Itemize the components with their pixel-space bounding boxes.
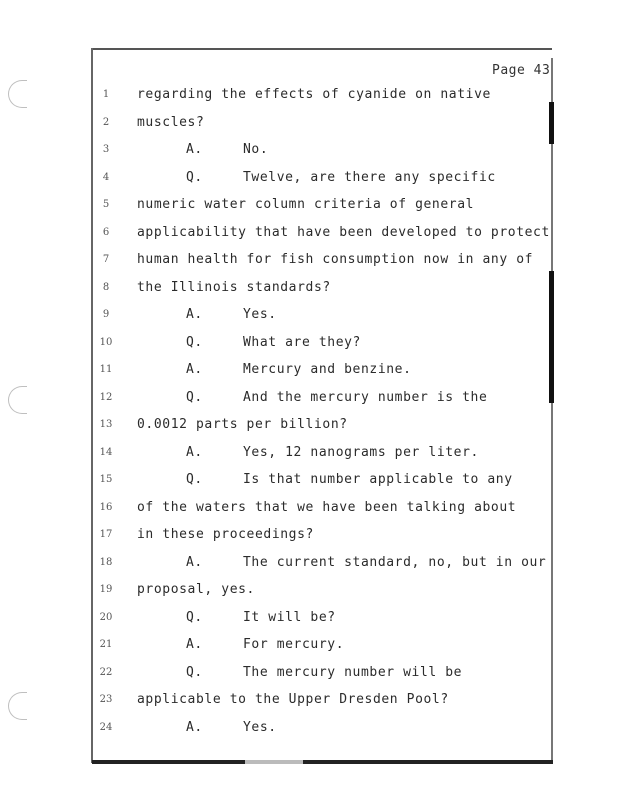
transcript-line-text: Mercury and benzine. bbox=[243, 362, 412, 377]
frame-left-border bbox=[91, 48, 93, 763]
transcript-line-text: of the waters that we have been talking about bbox=[137, 499, 517, 515]
frame-top-border bbox=[92, 48, 552, 50]
transcript-line-text: For mercury. bbox=[243, 637, 345, 652]
line-number: 8 bbox=[102, 281, 110, 293]
transcript-line-text: numeric water column criteria of general bbox=[137, 197, 475, 212]
punch-hole-bottom bbox=[8, 692, 27, 720]
speaker-label: A. bbox=[186, 307, 203, 322]
line-number: 5 bbox=[102, 199, 110, 210]
line-number: 9 bbox=[102, 309, 110, 320]
transcript-line-text: Is that number applicable to any bbox=[243, 472, 513, 487]
transcript-line-text: Yes. bbox=[243, 307, 277, 322]
speaker-label: A. bbox=[186, 362, 203, 377]
line-number: 19 bbox=[99, 584, 113, 595]
line-number: 3 bbox=[102, 144, 110, 155]
transcript-line-text: Yes, 12 nanograms per liter. bbox=[243, 444, 479, 460]
speaker-label: A. bbox=[186, 444, 203, 460]
line-number: 24 bbox=[99, 721, 113, 733]
transcript-line-text: regarding the effects of cyanide on native bbox=[137, 87, 491, 102]
transcript-line-text: Yes. bbox=[243, 719, 277, 735]
line-number: 7 bbox=[102, 254, 110, 265]
margin-bar-lower bbox=[549, 271, 554, 403]
line-number: 20 bbox=[99, 611, 113, 623]
speaker-label: Q. bbox=[186, 664, 203, 680]
speaker-label: Q. bbox=[186, 169, 203, 185]
speaker-label: Q. bbox=[186, 389, 203, 405]
transcript-line-text: Twelve, are there any specific bbox=[243, 169, 496, 185]
line-number: 16 bbox=[99, 501, 113, 513]
line-number: 12 bbox=[99, 391, 113, 403]
line-number: 11 bbox=[99, 364, 113, 375]
transcript-line-text: the Illinois standards? bbox=[137, 279, 331, 295]
transcript-line-text: in these proceedings? bbox=[137, 527, 314, 542]
line-number: 15 bbox=[99, 474, 113, 485]
transcript-line-text: human health for fish consumption now in any of bbox=[137, 252, 534, 267]
transcript-line-text: It will be? bbox=[243, 609, 336, 625]
speaker-label: A. bbox=[186, 142, 203, 157]
line-number: 4 bbox=[102, 171, 110, 183]
line-number: 17 bbox=[99, 529, 113, 540]
page-frame bbox=[92, 49, 550, 761]
transcript-line-text: No. bbox=[243, 142, 269, 157]
line-number: 2 bbox=[102, 116, 110, 128]
speaker-label: Q. bbox=[186, 334, 203, 350]
speaker-label: A. bbox=[186, 554, 203, 570]
speaker-label: Q. bbox=[186, 472, 203, 487]
transcript-line-text: proposal, yes. bbox=[137, 582, 255, 597]
transcript-line-text: applicability that have been developed to protect bbox=[137, 224, 550, 240]
margin-bar-upper bbox=[549, 102, 554, 144]
line-number: 21 bbox=[99, 639, 113, 650]
transcript-line-text: 0.0012 parts per billion? bbox=[137, 417, 348, 432]
line-number: 18 bbox=[99, 556, 113, 568]
line-number: 10 bbox=[99, 336, 113, 348]
page-number: Page 43 bbox=[492, 63, 551, 78]
frame-bottom-gap bbox=[245, 760, 303, 764]
transcript-line-text: The mercury number will be bbox=[243, 664, 463, 680]
transcript-line-text: muscles? bbox=[137, 114, 205, 130]
line-number: 22 bbox=[99, 666, 113, 678]
punch-hole-middle bbox=[8, 386, 27, 414]
speaker-label: Q. bbox=[186, 609, 203, 625]
line-number: 1 bbox=[102, 89, 110, 100]
frame-bottom-border bbox=[92, 760, 553, 764]
frame-right-border bbox=[551, 58, 553, 764]
transcript-line-text: And the mercury number is the bbox=[243, 389, 488, 405]
transcript-line-text: What are they? bbox=[243, 334, 361, 350]
line-number: 14 bbox=[99, 446, 113, 458]
line-number: 13 bbox=[99, 419, 113, 430]
speaker-label: A. bbox=[186, 719, 203, 735]
line-number: 23 bbox=[99, 694, 113, 705]
speaker-label: A. bbox=[186, 637, 203, 652]
transcript-line-text: The current standard, no, but in our bbox=[243, 554, 547, 570]
punch-hole-top bbox=[8, 80, 27, 108]
line-number: 6 bbox=[102, 226, 110, 238]
transcript-line-text: applicable to the Upper Dresden Pool? bbox=[137, 692, 449, 707]
